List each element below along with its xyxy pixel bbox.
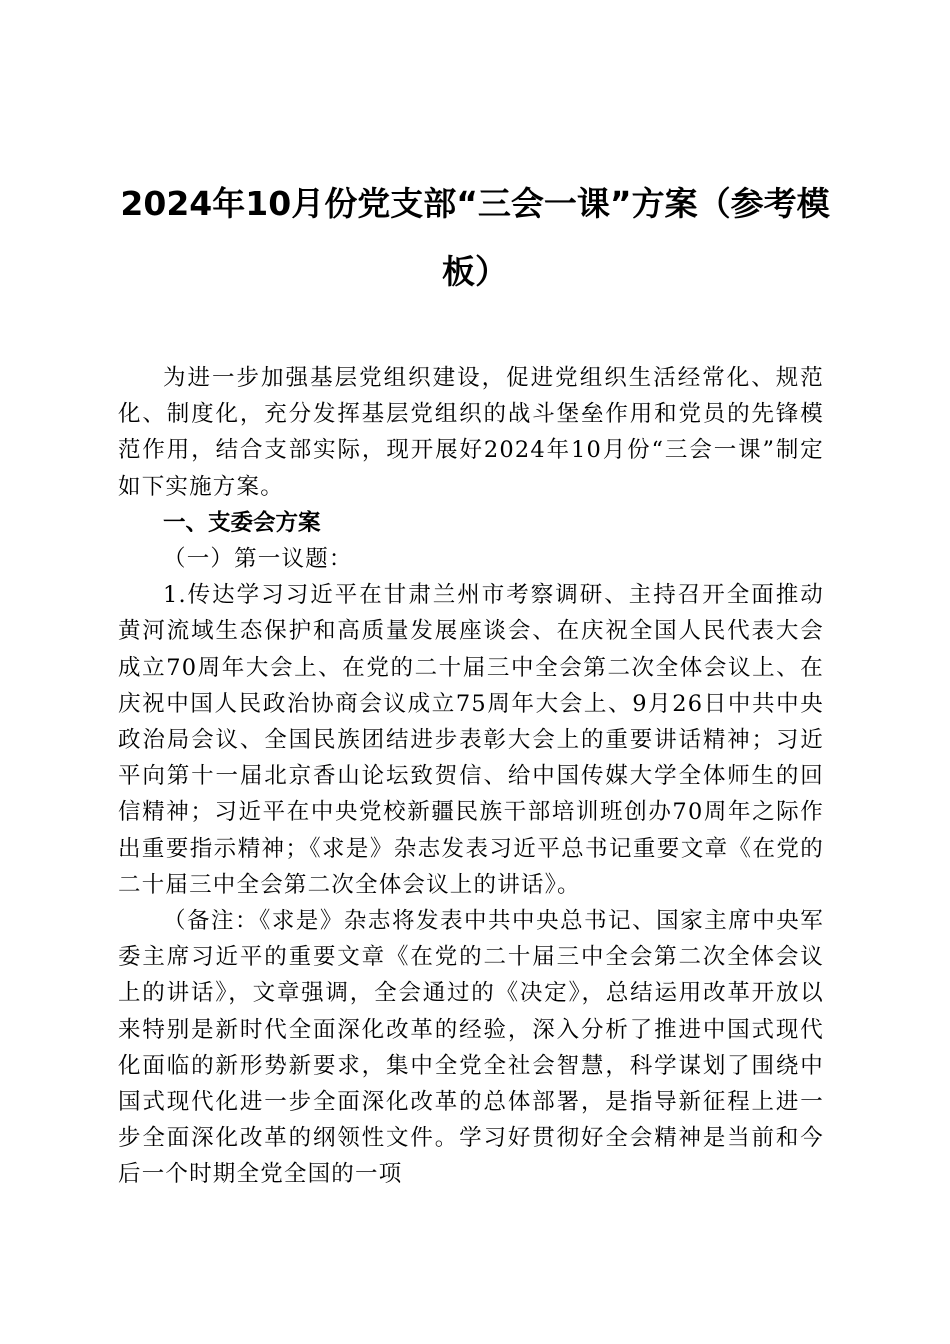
intro-paragraph: 为进一步加强基层党组织建设，促进党组织生活经常化、规范化、制度化，充分发挥基层党组织的战斗堡垒作用和党员的先锋模范作用，结合支部实际，现开展好2024年10月份“三会一课”制定如下实施方案。 [118,365,824,500]
subsection-heading: （一）第一议题： [163,546,353,573]
note-paragraph: （备注：《求是》杂志将发表中共中央总书记、国家主席中央军委主席习近平的重要文章《在党的二十届三中全会第二次全体会议上的讲话》，文章强调，全会通过的《决定》，总结运用改革开放以来特别是新时代全面深化改革的经验，深入分析了推进中国式现代化面临的新形势新要求，集中全党全社会智慧，科学谋划了围绕中国式现代化进一步全面深化改革的总体部署，是指导新征程上进一步全面深化改革的纲领性文件。学习好贯彻好全会精神是当前和今后一个时期全党全国的一项 [118,908,824,1188]
document-body [118,360,824,1193]
item-paragraph: 1.传达学习习近平在甘肃兰州市考察调研、主持召开全面推动黄河流域生态保护和高质量发展座谈会、在庆祝全国人民代表大会成立70周年大会上、在党的二十届三中全会第二次全体会议上、在庆祝中国人民政治协商会议成立75周年大会上、9月26日中共中央政治局会议、全国民族团结进步表彰大会上的重要讲话精神；习近平向第十一届北京香山论坛致贺信、给中国传媒大学全体师生的回信精神；习近平在中央党校新疆民族干部培训班创办70周年之际作出重要指示精神；《求是》杂志发表习近平总书记重要文章《在党的二十届三中全会第二次全体会议上的讲话》。 [118,582,824,898]
section-heading: 一、支委会方案 [163,509,321,536]
document-title: 2024年10月份党支部“三会一课”方案（参考模板） [120,184,830,291]
